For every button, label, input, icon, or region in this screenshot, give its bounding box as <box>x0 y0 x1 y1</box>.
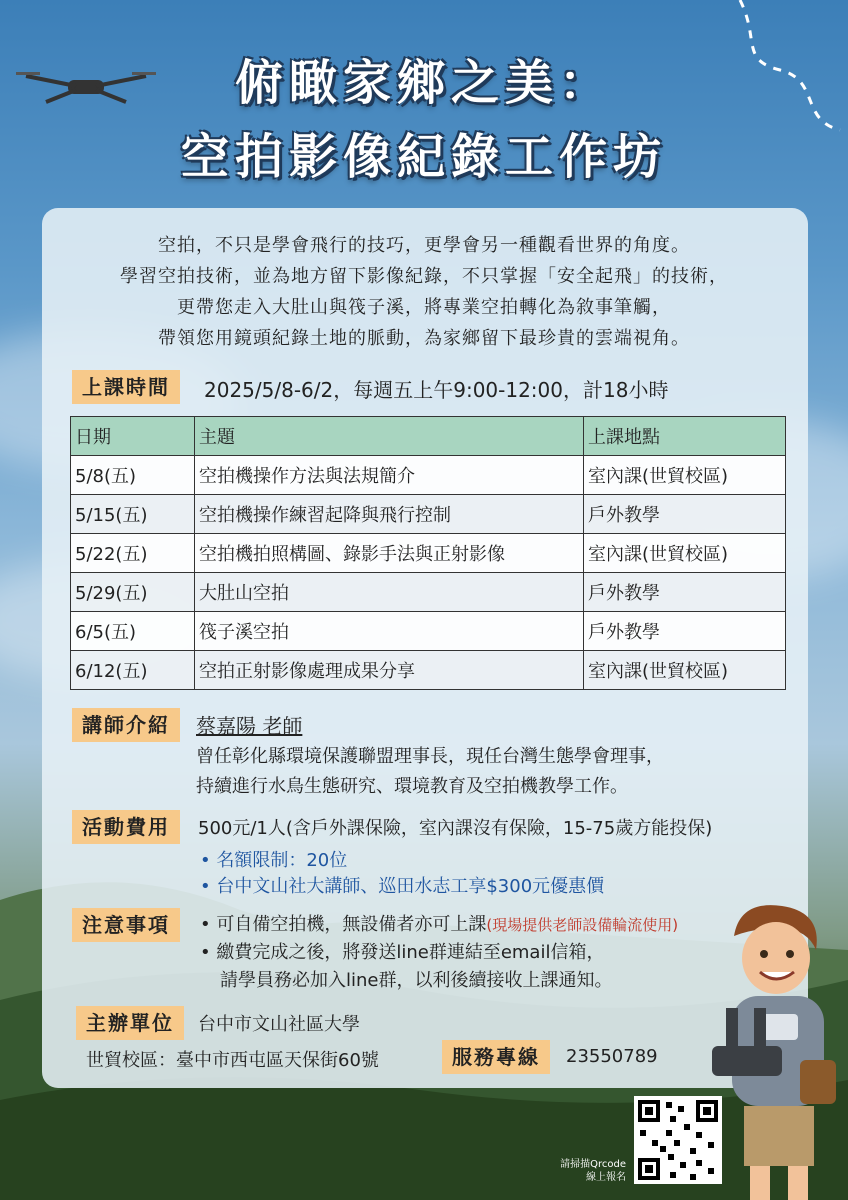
cell-topic: 空拍機操作方法與法規簡介 <box>195 456 584 495</box>
intro-line: 更帶您走入大肚山與筏子溪，將專業空拍轉化為敘事筆觸， <box>177 297 671 318</box>
cartoon-pilot-illustration <box>704 900 844 1200</box>
table-row <box>71 612 786 651</box>
notes-line-1-note: (現場提供老師設備輪流使用) <box>486 916 679 934</box>
col-location: 上課地點 <box>584 417 786 456</box>
campus-address: 世貿校區：臺中市西屯區天保街60號 <box>86 1050 379 1071</box>
table-row <box>71 456 786 495</box>
qr-label <box>556 1158 626 1184</box>
fee-bullet-quota: • 名額限制：20位 <box>200 850 348 871</box>
cell-topic: 大肚山空拍 <box>195 573 584 612</box>
schedule-value: 2025/5/8-6/2，每週五上午9:00-12:00，計18小時 <box>204 378 669 402</box>
cell-location: 戶外教學 <box>584 495 786 534</box>
cell-topic: 空拍正射影像處理成果分享 <box>195 651 584 690</box>
instructor-name: 蔡嘉陽 老師 <box>196 714 303 738</box>
intro-line: 空拍，不只是學會飛行的技巧，更學會另一種觀看世界的角度。 <box>158 235 690 256</box>
cell-topic: 筏子溪空拍 <box>195 612 584 651</box>
cell-location: 戶外教學 <box>584 612 786 651</box>
hotline-label: 服務專線 <box>442 1040 550 1074</box>
cell-date: 5/15(五) <box>71 495 195 534</box>
cell-date: 5/22(五) <box>71 534 195 573</box>
cell-date: 6/5(五) <box>71 612 195 651</box>
table-header-row <box>71 417 786 456</box>
notes-line-1 <box>200 910 678 936</box>
organizer-label: 主辦單位 <box>76 1006 184 1040</box>
col-topic: 主題 <box>195 417 584 456</box>
cell-date: 6/12(五) <box>71 651 195 690</box>
hotline-value: 23550789 <box>566 1046 658 1067</box>
instructor-bio-2: 持續進行水鳥生態研究、環境教育及空拍機教學工作。 <box>196 776 628 797</box>
intro-line: 學習空拍技術，並為地方留下影像紀錄，不只掌握「安全起飛」的技術， <box>120 266 728 287</box>
cell-location: 室內課(世貿校區) <box>584 456 786 495</box>
title-line-2: 空拍影像紀錄工作坊 <box>180 129 667 185</box>
notes-label: 注意事項 <box>72 908 180 942</box>
table-row <box>71 573 786 612</box>
table-row <box>71 495 786 534</box>
course-table <box>70 416 786 690</box>
fee-label: 活動費用 <box>72 810 180 844</box>
instructor-bio-1: 曾任彰化縣環境保護聯盟理事長，現任台灣生態學會理事， <box>196 746 664 767</box>
col-date: 日期 <box>71 417 195 456</box>
instructor-label: 講師介紹 <box>72 708 180 742</box>
cell-location: 戶外教學 <box>584 573 786 612</box>
notes-line-3: 請學員務必加入line群，以利後續接收上課通知。 <box>220 970 613 991</box>
schedule-label: 上課時間 <box>72 370 180 404</box>
cell-date: 5/8(五) <box>71 456 195 495</box>
organizer-value: 台中市文山社區大學 <box>198 1014 360 1035</box>
title-line-1: 俯瞰家鄉之美： <box>234 55 613 111</box>
intro-text <box>0 230 848 354</box>
table-row <box>71 534 786 573</box>
table-row <box>71 651 786 690</box>
cell-topic: 空拍機操作練習起降與飛行控制 <box>195 495 584 534</box>
qr-label-line-1: 請掃描Qrcode <box>560 1159 626 1170</box>
intro-line: 帶領您用鏡頭紀錄土地的脈動，為家鄉留下最珍貴的雲端視角。 <box>158 328 690 349</box>
fee-value: 500元/1人(含戶外課保險，室內課沒有保險，15-75歲方能投保) <box>198 818 713 839</box>
qr-label-line-2: 線上報名 <box>586 1172 626 1183</box>
notes-line-1-text: • 可自備空拍機，無設備者亦可上課 <box>200 914 487 935</box>
cell-location: 室內課(世貿校區) <box>584 651 786 690</box>
cell-location: 室內課(世貿校區) <box>584 534 786 573</box>
cell-topic: 空拍機拍照構圖、錄影手法與正射影像 <box>195 534 584 573</box>
notes-line-2: • 繳費完成之後，將發送line群連結至email信箱， <box>200 942 605 963</box>
fee-bullet-discount: • 台中文山社大講師、巡田水志工享$300元優惠價 <box>200 876 605 897</box>
cell-date: 5/29(五) <box>71 573 195 612</box>
qr-code-icon[interactable] <box>634 1096 722 1184</box>
